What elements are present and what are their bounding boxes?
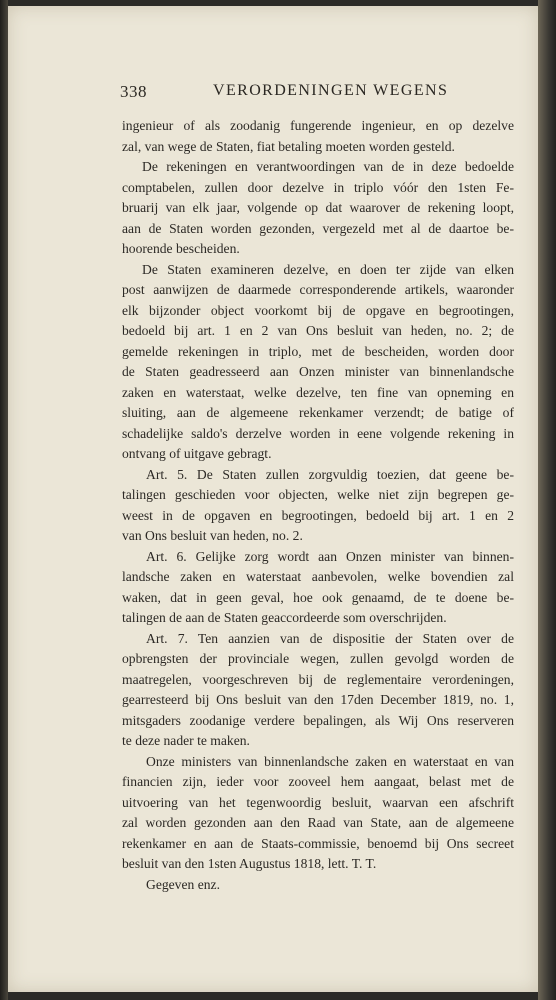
text-line: mitsgaders zoodanige verdere bepalingen, als Wij Ons reserveren bbox=[122, 712, 514, 728]
text-line: Art. 6. Gelijke zorg wordt aan Onzen minister van binnen- bbox=[146, 548, 514, 564]
text-line: landsche zaken en waterstaat aanbevolen, welke bovendien zal bbox=[122, 569, 514, 584]
text-line: post aanwijzen de daarmede corresponderende artikels, waaronder bbox=[122, 282, 514, 297]
text-line: opbrengsten der provinciale wegen, zullen gevolgd worden de bbox=[122, 651, 514, 666]
text-line: Onze ministers van binnenlandsche zaken en waterstaat en van bbox=[146, 753, 514, 769]
text-line: zal, van wege de Staten, fiat betaling moeten worden gesteld. bbox=[122, 138, 455, 154]
text-line: zal worden gezonden aan den Raad van State, aan de algemeene bbox=[122, 815, 514, 830]
text-line: rekenkamer en aan de Staats-commissie, benoemd bij Ons secreet bbox=[122, 835, 514, 851]
text-line: De rekeningen en verantwoordingen van de in deze bedoelde bbox=[142, 159, 514, 174]
text-line: hoorende bescheiden. bbox=[122, 241, 240, 256]
text-line: talingen de aan de Staten geaccordeerde som overschrijden. bbox=[122, 610, 447, 625]
text-line: weest in de opgaven en begrootingen, bedoeld bij art. 1 en 2 bbox=[122, 507, 514, 523]
text-line: maatregelen, voorgeschreven bij de reglementaire verordeningen, bbox=[122, 671, 514, 687]
text-line: bruarij van elk jaar, volgende op dat waarover de rekening loopt, bbox=[122, 200, 514, 215]
page-edge-shadow bbox=[538, 0, 556, 1000]
text-line: uitvoering van het tegenwoordig besluit, waarvan een afschrift bbox=[122, 794, 514, 810]
text-line: talingen geschieden voor objecten, welke niet zijn begrepen ge- bbox=[122, 487, 514, 502]
running-title: VERORDENINGEN WEGENS bbox=[213, 82, 449, 99]
text-line: financien zijn, ieder voor zooveel hem aangaat, belast met de bbox=[122, 774, 514, 789]
book-gutter bbox=[0, 0, 8, 1000]
body-text bbox=[122, 116, 514, 895]
text-line: Gegeven enz. bbox=[146, 876, 220, 892]
text-line: zaken en waterstaat, welke dezelve, ten fine van opneming en bbox=[122, 384, 514, 400]
text-line: bedoeld bij art. 1 en 2 van Ons besluit van heden, no. 2; de bbox=[122, 323, 514, 338]
text-line: De Staten examineren dezelve, en doen ter zijde van elken bbox=[142, 261, 514, 277]
text-line: gearresteerd bij Ons besluit van den 17den December 1819, no. 1, bbox=[122, 692, 514, 707]
page-number: 338 bbox=[120, 82, 147, 101]
text-line: aan de Staten worden gezonden, vergezeld met al de daartoe be- bbox=[122, 220, 514, 236]
text-line: te deze nader te maken. bbox=[122, 733, 250, 748]
text-line: ingenieur of als zoodanig fungerende ingenieur, en op dezelve bbox=[122, 118, 514, 133]
running-header bbox=[120, 82, 449, 104]
text-line: Art. 7. Ten aanzien van de dispositie der Staten over de bbox=[146, 630, 514, 646]
text-line: van Ons besluit van heden, no. 2. bbox=[122, 528, 303, 543]
text-line: waken, dat in geen geval, hoe ook genaamd, de te doene be- bbox=[122, 589, 514, 605]
text-line: de Staten geadresseerd aan Onzen minister van binnenlandsche bbox=[122, 364, 514, 379]
text-line: schadelijke saldo's derzelve worden in eene volgende rekening in bbox=[122, 425, 514, 441]
text-line: besluit van den 1sten Augustus 1818, lett. T. T. bbox=[122, 856, 377, 871]
text-line: comptabelen, zullen door dezelve in triplo vóór den 1sten Fe- bbox=[122, 179, 514, 195]
text-line: sluiting, aan de algemeene rekenkamer verzendt; de batige of bbox=[122, 405, 514, 420]
text-line: gemelde rekeningen in triplo, met de bescheiden, worden door bbox=[122, 343, 514, 359]
text-line: elk bijzonder object voorkomt bij de opgave en begrootingen, bbox=[122, 302, 514, 318]
text-line: Art. 5. De Staten zullen zorgvuldig toezien, dat geene be- bbox=[146, 466, 514, 482]
text-line: ontvang of uitgave gebragt. bbox=[122, 446, 272, 461]
